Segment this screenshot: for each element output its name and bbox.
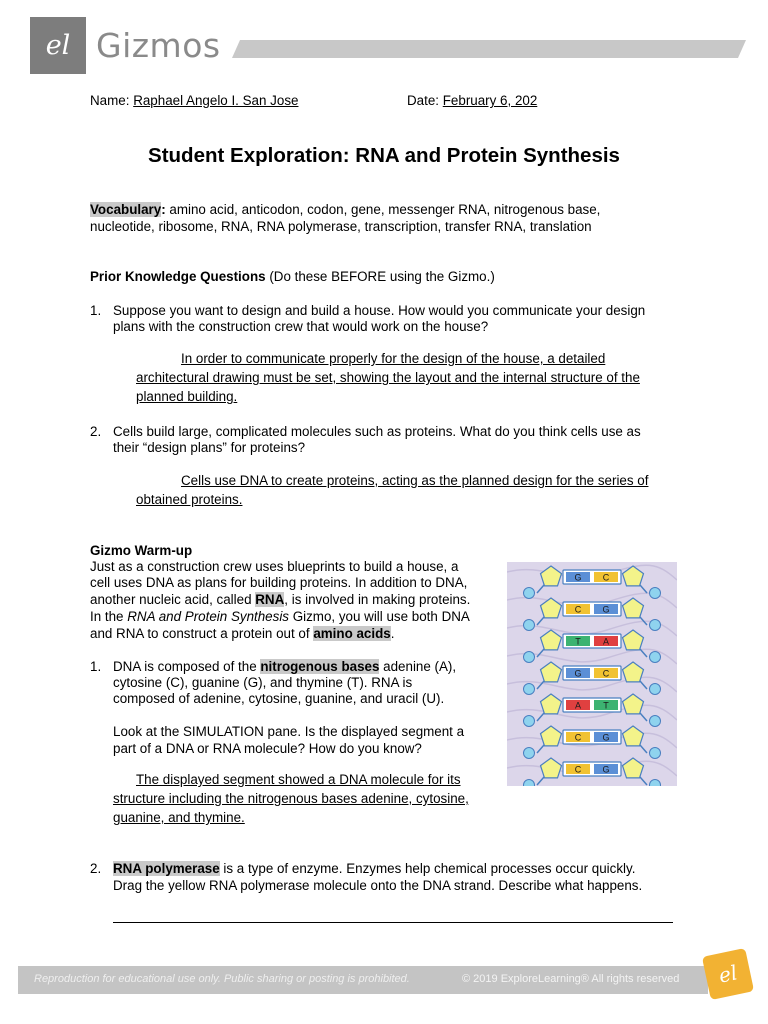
warmup-q2-line-1: RNA polymerase is a type of enzyme. Enzymes help chemical processes occur quickly. (113, 861, 636, 876)
nitrogenous-bases-term: nitrogenous bases (260, 659, 380, 674)
base-left-letter: G (574, 668, 582, 679)
prior-a2-line-1: Cells use DNA to create proteins, acting as the planned design for the series of (181, 473, 649, 488)
phosphate (650, 748, 661, 759)
answer-blank-line (113, 922, 673, 923)
warmup-para-line-5: and RNA to construct a protein out of amino acids. (90, 626, 395, 641)
amino-acids-term: amino acids (313, 626, 391, 641)
prior-q1-number: 1. (90, 303, 102, 318)
base-right-letter: G (602, 604, 610, 615)
explorelearning-logo: el (30, 17, 86, 74)
footer-copyright: © 2019 ExploreLearning® All rights reserved (462, 973, 680, 985)
base-right-letter: G (602, 732, 610, 743)
warmup-q2-line-2: Drag the yellow RNA polymerase molecule onto the DNA strand. Describe what happens. (113, 878, 643, 893)
name-row (90, 93, 298, 108)
warmup-q1-line-4: Look at the SIMULATION pane. Is the displayed segment a (113, 724, 465, 739)
warmup-q1-line-1: DNA is composed of the nitrogenous bases adenine (A), (113, 659, 457, 674)
date-row (407, 93, 537, 108)
warmup-q1-number: 1. (90, 659, 102, 674)
prior-a1-line-2: architectural drawing must be set, showing the layout and the internal structure of the (136, 370, 640, 385)
prior-knowledge-heading: Prior Knowledge Questions (Do these BEFORE using the Gizmo.) (90, 269, 495, 284)
phosphate (650, 780, 661, 787)
prior-q1-line-2: plans with the construction crew that would work on the house? (113, 319, 489, 334)
warmup-para-line-2: cell uses DNA as plans for building proteins. In addition to DNA, (90, 575, 468, 590)
phosphate (524, 716, 535, 727)
phosphate (524, 588, 535, 599)
phosphate (650, 652, 661, 663)
phosphate (524, 620, 535, 631)
phosphate (650, 588, 661, 599)
phosphate (524, 748, 535, 759)
warmup-a1-line-3: guanine, and thymine. (113, 810, 245, 825)
warmup-q2-number: 2. (90, 861, 102, 876)
prior-a1-line-3: planned building. (136, 389, 238, 404)
header-bar (232, 40, 746, 58)
base-left-letter: C (574, 604, 582, 615)
warmup-para-line-3: another nucleic acid, called RNA, is involved in making proteins. (90, 592, 471, 607)
base-right-letter: C (602, 668, 610, 679)
base-left-letter: C (574, 732, 582, 743)
phosphate (650, 684, 661, 695)
prior-a2-line-2: obtained proteins. (136, 492, 243, 507)
name-label: Name: (90, 93, 130, 108)
warmup-para-line-1: Just as a construction crew uses blueprints to build a house, a (90, 559, 459, 574)
base-left-letter: A (574, 700, 582, 711)
rna-polymerase-term: RNA polymerase (113, 861, 220, 876)
warmup-q1-line-2: cytosine (C), guanine (G), and thymine (T). RNA is (113, 675, 413, 690)
vocabulary-line-1: Vocabulary: amino acid, anticodon, codon, gene, messenger RNA, nitrogenous base, (90, 202, 601, 217)
date-label: Date: (407, 93, 440, 108)
vocabulary-label: Vocabulary (90, 202, 162, 217)
warmup-a1-line-1: The displayed segment showed a DNA molecule for its (136, 772, 461, 787)
footer-copyright-notice: Reproduction for educational use only. Public sharing or posting is prohibited. (34, 973, 410, 985)
dna-segment-figure (507, 562, 677, 786)
base-left-letter: C (574, 764, 582, 775)
gizmos-brand: Gizmos (96, 26, 221, 65)
explorelearning-footer-logo: el (702, 948, 754, 1000)
phosphate (650, 716, 661, 727)
name-value: Raphael Angelo I. San Jose (133, 93, 299, 108)
warmup-q1-line-3: composed of adenine, cytosine, guanine, and uracil (U). (113, 691, 445, 706)
prior-q2-line-2: their “design plans” for proteins? (113, 440, 306, 455)
warmup-q1-line-5: part of a DNA or RNA molecule? How do you know? (113, 741, 422, 756)
date-value: February 6, 202 (442, 93, 538, 108)
phosphate (650, 620, 661, 631)
phosphate (524, 652, 535, 663)
base-left-letter: T (575, 636, 581, 647)
phosphate (524, 684, 535, 695)
base-right-letter: T (603, 700, 609, 711)
prior-q1-line-1: Suppose you want to design and build a house. How would you communicate your design (113, 303, 646, 318)
vocabulary-line-2: nucleotide, ribosome, RNA, RNA polymerase, transcription, transfer RNA, translation (90, 219, 592, 234)
warmup-heading: Gizmo Warm-up (90, 543, 193, 558)
base-right-letter: C (602, 572, 610, 583)
base-left-letter: G (574, 572, 582, 583)
base-right-letter: G (602, 764, 610, 775)
prior-q2-line-1: Cells build large, complicated molecules such as proteins. What do you think cells use as (113, 424, 641, 439)
page-title: Student Exploration: RNA and Protein Synthesis (148, 144, 620, 167)
prior-a1-line-1: In order to communicate properly for the design of the house, a detailed (181, 351, 606, 366)
phosphate (524, 780, 535, 787)
warmup-a1-line-2: structure including the nitrogenous bases adenine, cytosine, (113, 791, 469, 806)
prior-q2-number: 2. (90, 424, 102, 439)
rna-term: RNA (255, 592, 285, 607)
base-right-letter: A (602, 636, 610, 647)
warmup-para-line-4: In the RNA and Protein Synthesis Gizmo, you will use both DNA (90, 609, 470, 624)
